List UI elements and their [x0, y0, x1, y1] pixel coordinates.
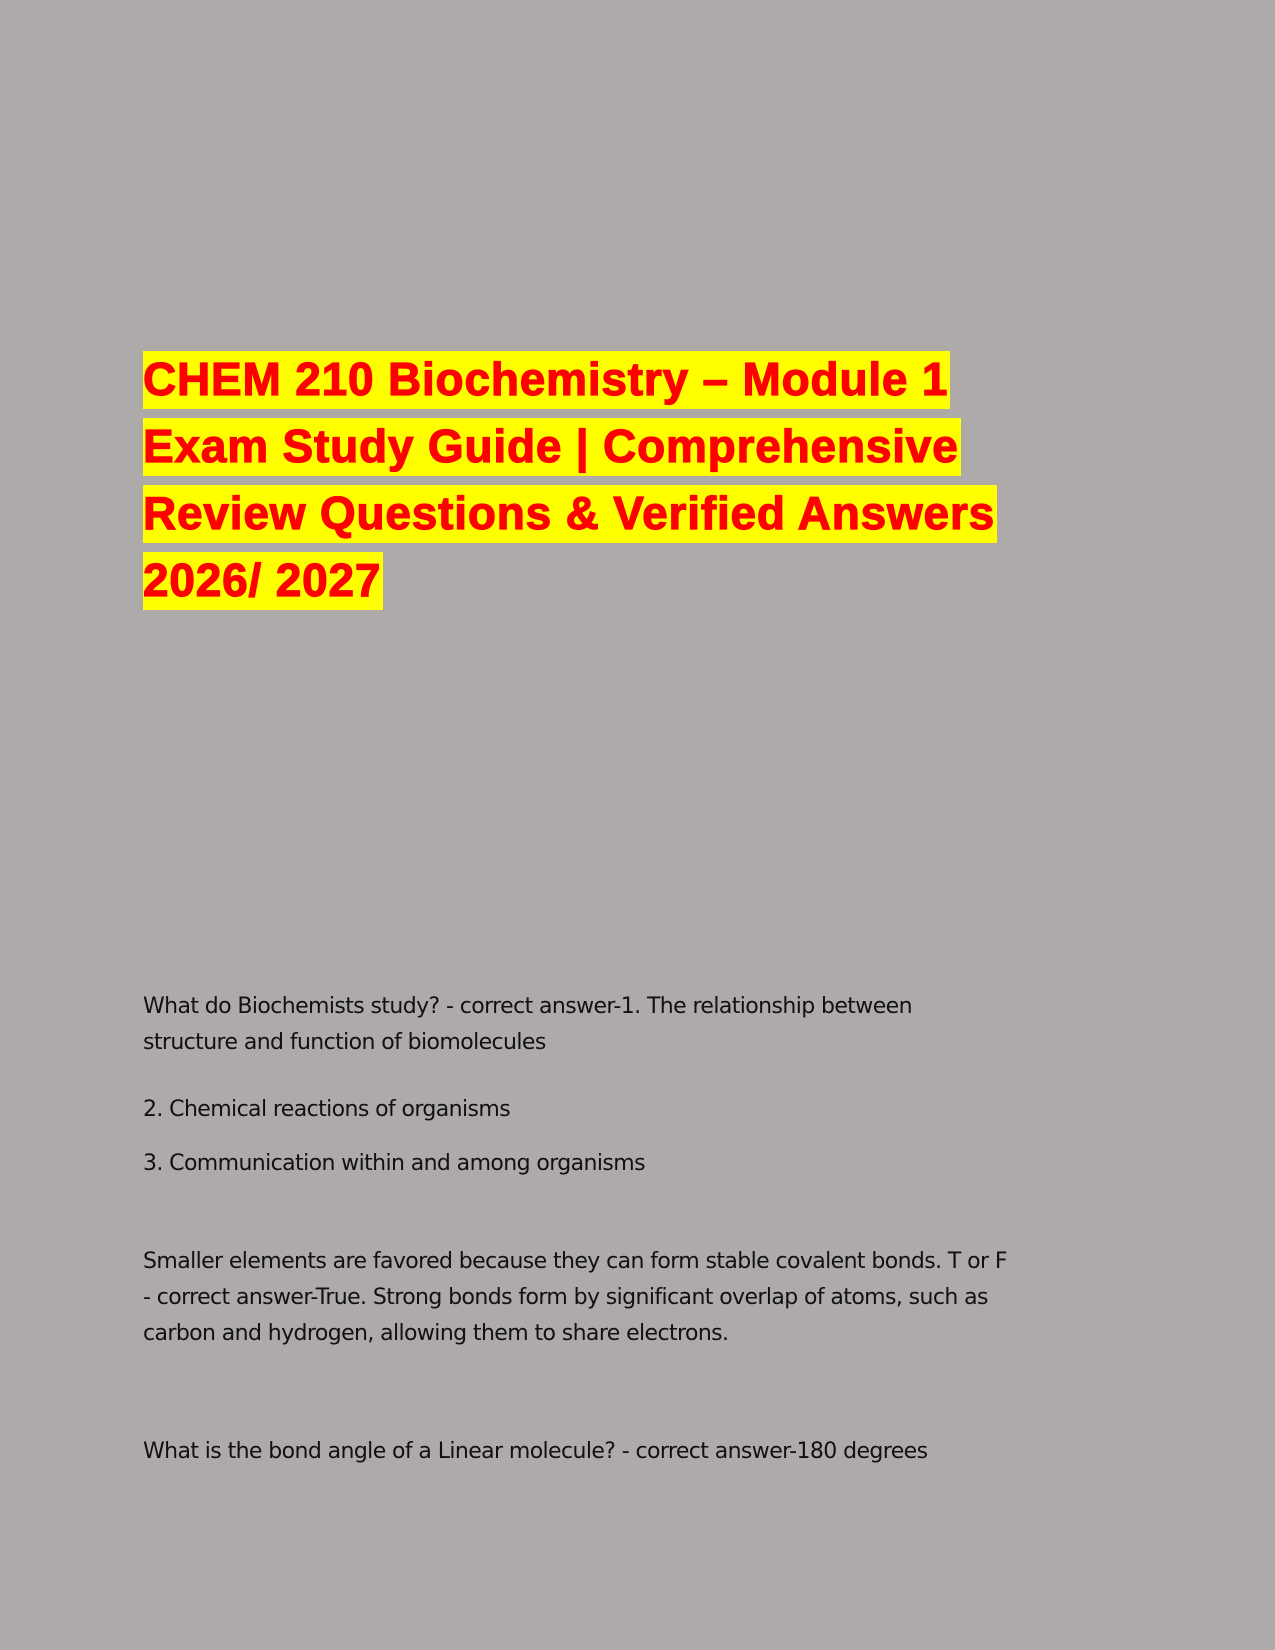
document-title [143, 346, 1103, 614]
answer-item-text: 2. Chemical reactions of organisms [143, 1097, 511, 1122]
question-1-answer-item-2 [143, 1092, 1103, 1128]
question-1 [143, 989, 1103, 1061]
title-line [143, 346, 1103, 413]
question-2-line-3: carbon and hydrogen, allowing them to share electrons. [143, 1321, 729, 1346]
title-line-text: Exam Study Guide | Comprehensive [143, 418, 961, 476]
question-1-line-2: structure and function of biomolecules [143, 1030, 546, 1055]
title-line [143, 480, 1103, 547]
title-line-text: 2026/ 2027 [143, 552, 383, 610]
title-line [143, 547, 1103, 614]
question-2-line-2: - correct answer-True. Strong bonds form by significant overlap of atoms, such as [143, 1285, 988, 1310]
question-2 [143, 1244, 1103, 1352]
question-1-line-1: What do Biochemists study? - correct answer-1. The relationship between [143, 994, 912, 1019]
question-2-line-1: Smaller elements are favored because they can form stable covalent bonds. T or F [143, 1249, 1007, 1274]
question-3 [143, 1434, 1103, 1470]
title-line-text: Review Questions & Verified Answers [143, 485, 997, 543]
question-3-line-1: What is the bond angle of a Linear molecule? - correct answer-180 degrees [143, 1439, 928, 1464]
title-line [143, 413, 1103, 480]
answer-item-text: 3. Communication within and among organisms [143, 1151, 645, 1176]
title-line-text: CHEM 210 Biochemistry – Module 1 [143, 351, 950, 409]
question-1-answer-item-3 [143, 1146, 1103, 1182]
